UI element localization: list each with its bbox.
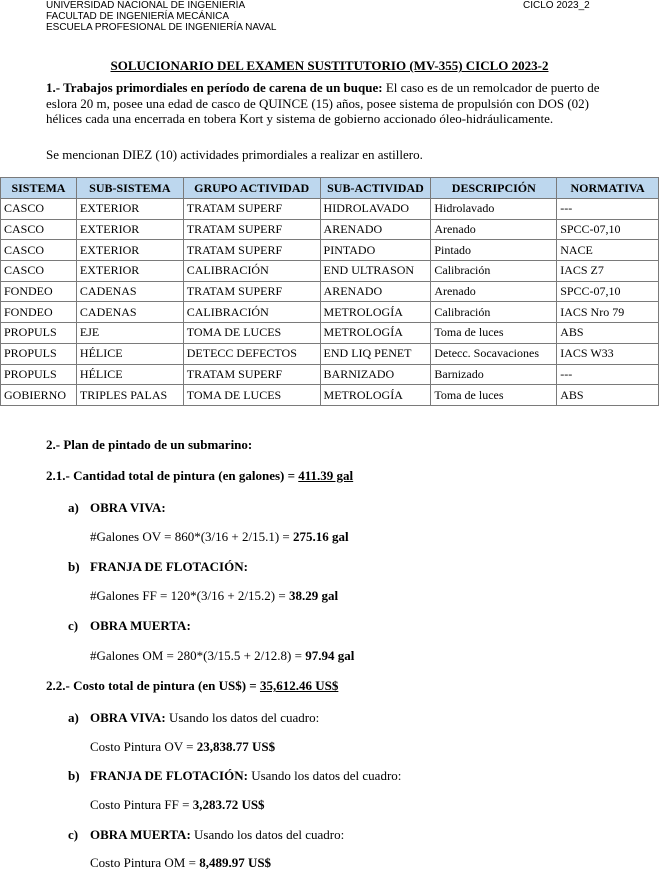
question-2-heading: 2.- Plan de pintado de un submarino:	[46, 437, 253, 452]
section-2-1-heading: 2.1.- Cantidad total de pintura (en galones) = 411.39 gal	[46, 468, 354, 483]
table-cell: SPCC-07,10	[557, 281, 659, 302]
item-a-label: a)	[68, 500, 79, 515]
cost-item-b-formula: Costo Pintura FF = 3,283.72 US$	[90, 797, 265, 812]
table-cell: METROLOGÍA	[320, 385, 431, 406]
table-cell: CASCO	[1, 240, 77, 261]
item-b-formula: #Galones FF = 120*(3/16 + 2/15.2) = 38.29 gal	[90, 588, 339, 603]
question-1-intro: Se mencionan DIEZ (10) actividades primordiales a realizar en astillero.	[46, 147, 423, 162]
item-c-formula: #Galones OM = 280*(3/15.5 + 2/12.8) = 97.94 gal	[90, 648, 355, 663]
table-cell: END ULTRASON	[320, 261, 431, 282]
item-a-title: OBRA VIVA:	[90, 500, 166, 515]
table-cell: GOBIERNO	[1, 385, 77, 406]
column-header: NORMATIVA	[557, 178, 659, 199]
column-header: SUB-ACTIVIDAD	[320, 178, 431, 199]
table-cell: TRATAM SUPERF	[183, 240, 320, 261]
table-cell: EXTERIOR	[76, 199, 183, 220]
table-cell: Arenado	[431, 281, 557, 302]
table-cell: FONDEO	[1, 302, 77, 323]
table-cell: CADENAS	[76, 302, 183, 323]
table-row	[1, 364, 659, 385]
column-header: DESCRIPCIÓN	[431, 178, 557, 199]
section-2-2-heading: 2.2.- Costo total de pintura (en US$) = 35,612.46 US$	[46, 678, 339, 693]
table-cell: CADENAS	[76, 281, 183, 302]
table-cell: Calibración	[431, 302, 557, 323]
table-cell: PROPULS	[1, 364, 77, 385]
table-cell: Toma de luces	[431, 323, 557, 344]
table-cell: EJE	[76, 323, 183, 344]
table-cell: TRIPLES PALAS	[76, 385, 183, 406]
column-header: GRUPO ACTIVIDAD	[183, 178, 320, 199]
table-cell: HÉLICE	[76, 343, 183, 364]
table-cell: PROPULS	[1, 323, 77, 344]
total-gallons-value: 411.39 gal	[298, 468, 354, 483]
item-a-formula: #Galones OV = 860*(3/16 + 2/15.1) = 275.16 gal	[90, 529, 349, 544]
question-1-lead: 1.- Trabajos primordiales en período de carena de un buque:	[46, 80, 383, 95]
institution-header	[46, 0, 276, 33]
cycle-label: CICLO 2023_2	[523, 0, 590, 11]
table-cell: IACS Z7	[557, 261, 659, 282]
table-row	[1, 281, 659, 302]
cost-item-a-formula: Costo Pintura OV = 23,838.77 US$	[90, 739, 276, 754]
document-title: SOLUCIONARIO DEL EXAMEN SUSTITUTORIO (MV-355) CICLO 2023-2	[110, 58, 549, 73]
table-cell: Arenado	[431, 219, 557, 240]
table-cell: CASCO	[1, 199, 77, 220]
cost-item-b-result: 3,283.72 US$	[192, 797, 265, 812]
cost-item-c-result: 8,489.97 US$	[199, 855, 272, 870]
table-row	[1, 240, 659, 261]
table-cell: Toma de luces	[431, 385, 557, 406]
table-cell: BARNIZADO	[320, 364, 431, 385]
column-header: SUB-SISTEMA	[76, 178, 183, 199]
table-cell: NACE	[557, 240, 659, 261]
table-cell: Barnizado	[431, 364, 557, 385]
item-c-label: c)	[68, 618, 79, 633]
university-name: UNIVERSIDAD NACIONAL DE INGENIERÍA	[46, 0, 246, 11]
table-cell: ABS	[557, 385, 659, 406]
table-cell: EXTERIOR	[76, 261, 183, 282]
table-cell: TOMA DE LUCES	[183, 385, 320, 406]
table-row	[1, 302, 659, 323]
table-cell: Pintado	[431, 240, 557, 261]
total-cost-value: 35,612.46 US$	[259, 678, 339, 693]
table-row	[1, 199, 659, 220]
table-row	[1, 219, 659, 240]
item-c-result: 97.94 gal	[305, 648, 355, 663]
table-cell: TRATAM SUPERF	[183, 199, 320, 220]
table-cell: METROLOGÍA	[320, 323, 431, 344]
cost-item-a-title: OBRA VIVA: Usando los datos del cuadro:	[90, 710, 320, 725]
cost-item-a-result: 23,838.77 US$	[196, 739, 276, 754]
item-b-title: FRANJA DE FLOTACIÓN:	[90, 559, 248, 574]
school-name: ESCUELA PROFESIONAL DE INGENIERÍA NAVAL	[46, 22, 277, 33]
table-cell: DETECC DEFECTOS	[183, 343, 320, 364]
table-cell: ARENADO	[320, 219, 431, 240]
table-cell: CASCO	[1, 261, 77, 282]
question-1-paragraph	[46, 80, 626, 127]
table-cell: END LIQ PENET	[320, 343, 431, 364]
table-cell: Hidrolavado	[431, 199, 557, 220]
table-cell: TRATAM SUPERF	[183, 364, 320, 385]
cost-item-c-title: OBRA MUERTA: Usando los datos del cuadro:	[90, 827, 345, 842]
item-b-result: 38.29 gal	[288, 588, 339, 603]
table-cell: TRATAM SUPERF	[183, 219, 320, 240]
table-cell: TOMA DE LUCES	[183, 323, 320, 344]
cost-item-b-label: b)	[68, 768, 80, 783]
table-cell: IACS Nro 79	[557, 302, 659, 323]
cost-item-c-label: c)	[68, 827, 79, 842]
table-cell: CALIBRACIÓN	[183, 302, 320, 323]
table-cell: METROLOGÍA	[320, 302, 431, 323]
item-c-title: OBRA MUERTA:	[90, 618, 191, 633]
table-cell: ---	[557, 199, 659, 220]
table-cell: EXTERIOR	[76, 219, 183, 240]
table-cell: Calibración	[431, 261, 557, 282]
table-cell: EXTERIOR	[76, 240, 183, 261]
table-cell: ---	[557, 364, 659, 385]
table-cell: IACS W33	[557, 343, 659, 364]
table-row	[1, 343, 659, 364]
item-b-label: b)	[68, 559, 80, 574]
table-cell: SPCC-07,10	[557, 219, 659, 240]
faculty-name: FACULTAD DE INGENIERÍA MECÁNICA	[46, 11, 229, 22]
item-a-result: 275.16 gal	[293, 529, 349, 544]
cost-item-a-label: a)	[68, 710, 79, 725]
table-cell: PROPULS	[1, 343, 77, 364]
question-1-body: El caso es de un remolcador de puerto de eslora 20 m, posee una edad de casco de QUINCE (15) años, posee sistema de propulsión con DOS (02) hélices cada una encerrada en tobera Kort y sistema de gobierno accionado óleo-hidráulicamente.	[46, 80, 600, 126]
table-cell: HÉLICE	[76, 364, 183, 385]
table-row	[1, 323, 659, 344]
table-cell: ARENADO	[320, 281, 431, 302]
table-cell: HIDROLAVADO	[320, 199, 431, 220]
table-cell: TRATAM SUPERF	[183, 281, 320, 302]
table-cell: CASCO	[1, 219, 77, 240]
table-row	[1, 261, 659, 282]
table-header-row	[1, 178, 659, 199]
column-header: SISTEMA	[1, 178, 77, 199]
table-row	[1, 385, 659, 406]
table-cell: PINTADO	[320, 240, 431, 261]
table-cell: Detecc. Socavaciones	[431, 343, 557, 364]
table-cell: FONDEO	[1, 281, 77, 302]
table-cell: ABS	[557, 323, 659, 344]
table-cell: CALIBRACIÓN	[183, 261, 320, 282]
cost-item-c-formula: Costo Pintura OM = 8,489.97 US$	[90, 855, 272, 870]
cost-item-b-title: FRANJA DE FLOTACIÓN: Usando los datos del cuadro:	[90, 768, 402, 783]
activities-table	[0, 177, 659, 406]
